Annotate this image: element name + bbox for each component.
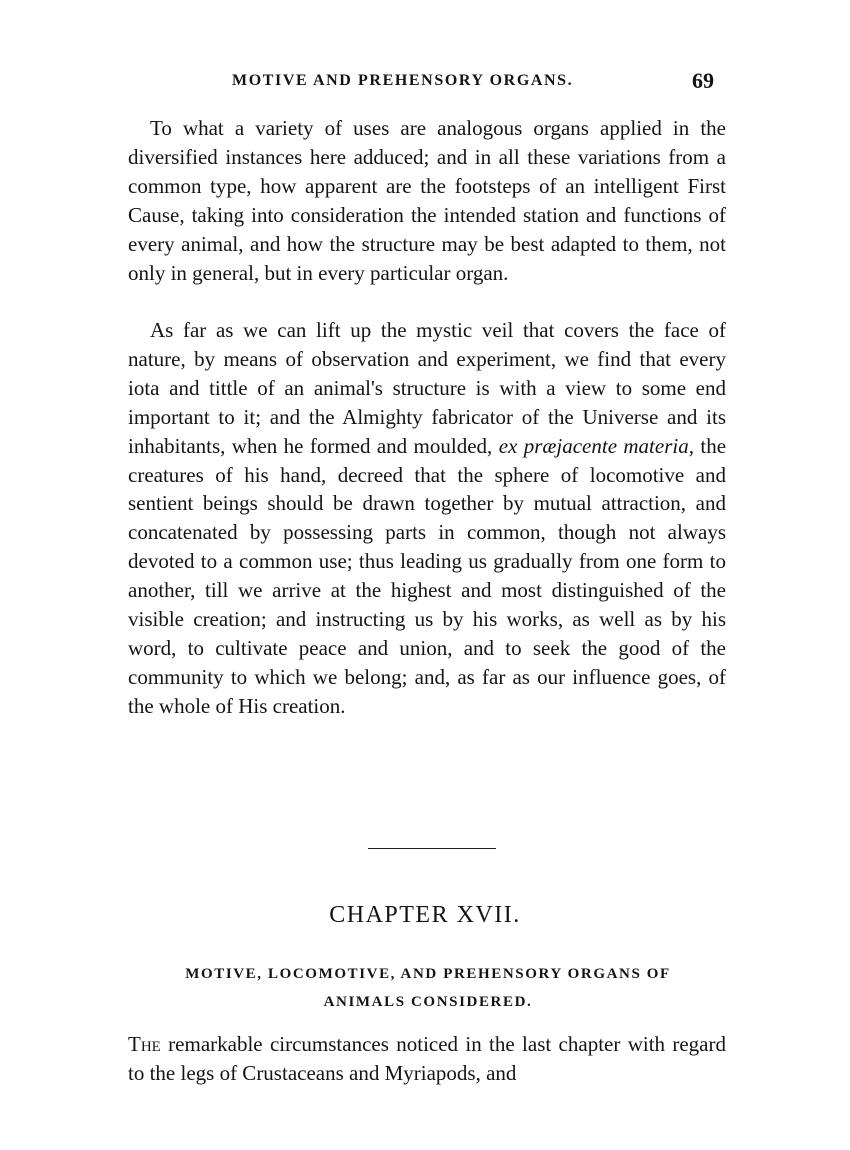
running-title: MOTIVE AND PREHENSORY ORGANS. bbox=[232, 72, 574, 89]
paragraph-1-text: To what a variety of uses are analogous organs applied in the diversified instances here adduced; and in all these variations from a common type, how apparent are the footsteps of an intelligent First Cause, taking into consideration the intended station and functions of every animal, and how the structure may be best adapted to them, not only in general, but in every particular organ. bbox=[128, 116, 726, 285]
chapter-opening-text: remarkable circumstances noticed in the last chapter with regard to the legs of Crustaceans and Myriapods, and bbox=[128, 1032, 726, 1085]
chapter-opening-paragraph bbox=[128, 1030, 726, 1088]
paragraph-1 bbox=[128, 114, 726, 287]
chapter-subtitle-line-1: MOTIVE, LOCOMOTIVE, AND PREHENSORY ORGANS OF bbox=[185, 966, 671, 982]
paragraph-2-text-a: As far as we can lift up the mystic veil that covers the face of nature, by means of observation and experiment, we find that every iota and tittle of an animal's structure is with a view to some end important to it; and the Almighty fabricator of the Universe and its inhabitants, when he formed and moulded, bbox=[128, 318, 726, 458]
paragraph-2-text-b: the creatures of his hand, decreed that the sphere of locomotive and sentient beings should be drawn together by mutual attraction, and concatenated by possessing parts in common, though not always devoted to a common use; thus leading us gradually from one form to another, till we arrive at the highest and most distinguished of the visible creation; and instructing us by his works, as well as by his word, to cultivate peace and union, and to seek the good of the community to which we belong; and, as far as our influence goes, of the whole of His creation. bbox=[128, 433, 727, 718]
page-number: 69 bbox=[692, 68, 714, 93]
chapter-subtitle bbox=[128, 960, 728, 1016]
chapter-subtitle-line-2: ANIMALS CONSIDERED. bbox=[323, 994, 533, 1010]
lead-word: The bbox=[128, 1032, 161, 1056]
section-divider bbox=[368, 848, 496, 849]
chapter-title: CHAPTER XVII. bbox=[329, 902, 521, 928]
latin-phrase: ex præjacente materia, bbox=[498, 433, 694, 458]
paragraph-2 bbox=[128, 316, 726, 721]
running-head bbox=[128, 70, 728, 96]
